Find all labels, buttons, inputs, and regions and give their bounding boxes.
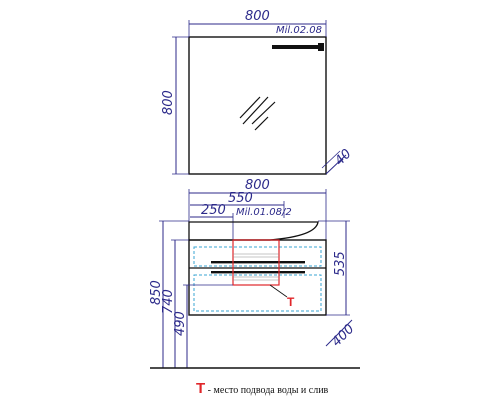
t-marker: T <box>287 295 295 309</box>
basin-width-label: 550 <box>228 191 253 206</box>
upper-drawer-handle <box>211 261 305 263</box>
lower-drawer-inner <box>194 275 321 311</box>
height-490-label: 490 <box>173 311 188 336</box>
mirror-lamp-cap <box>318 43 324 51</box>
cabinet-group <box>149 178 360 368</box>
basin-profile <box>189 222 318 240</box>
mirror-height-label: 800 <box>161 90 176 115</box>
mirror-depth-label: 40 <box>332 146 355 169</box>
mirror-outline <box>189 37 326 174</box>
mirror-lamp <box>272 45 318 49</box>
height-850-label: 850 <box>149 280 164 305</box>
legend-text: - место подвода воды и слив <box>207 385 329 396</box>
mirror-model-label: Mil.02.08 <box>276 25 322 36</box>
mirror-width-label: 800 <box>245 9 270 24</box>
legend <box>196 380 328 397</box>
legend-marker: T <box>196 380 206 397</box>
height-535-label: 535 <box>333 251 348 276</box>
cabinet-model-label: Mil.01.08/2 <box>236 207 292 218</box>
t-marker-leader <box>270 285 287 297</box>
reflection-line-1 <box>240 97 260 118</box>
mirror-group <box>161 9 355 174</box>
height-740-label: 740 <box>161 289 176 314</box>
basin-offset-label: 250 <box>201 203 226 218</box>
cabinet-depth-label: 400 <box>329 321 358 350</box>
lower-drawer-handle <box>211 271 305 273</box>
cabinet-width-label: 800 <box>245 178 270 193</box>
cabinet-body <box>189 240 326 315</box>
